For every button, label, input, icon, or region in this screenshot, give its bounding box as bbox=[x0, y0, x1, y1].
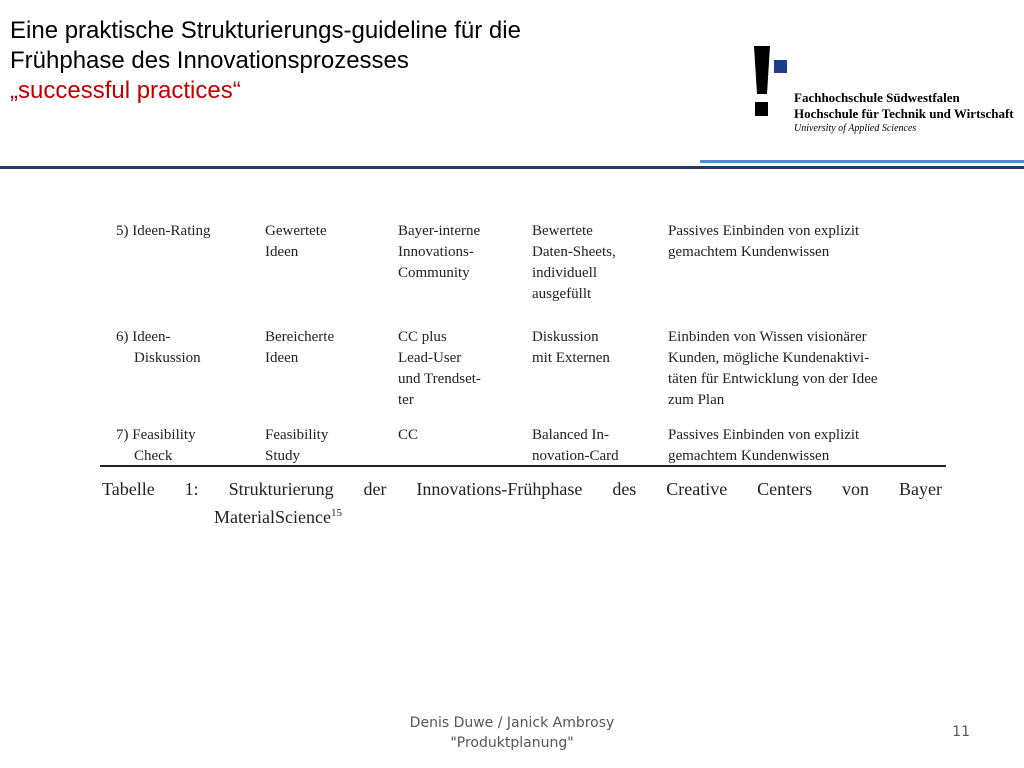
exclamation-logo-icon bbox=[748, 44, 796, 124]
cell-line: Diskussion bbox=[134, 350, 201, 366]
cell-line: novation-Card bbox=[532, 448, 619, 464]
caption-word: Strukturierung bbox=[228, 479, 334, 499]
cell-line: Study bbox=[265, 448, 301, 464]
caption-word: Tabelle bbox=[102, 479, 155, 499]
cell-line: und Trendset- bbox=[398, 371, 481, 387]
slide-subtitle: „successful practices“ bbox=[10, 77, 241, 104]
table-cell bbox=[668, 221, 950, 263]
table-cell bbox=[532, 221, 664, 305]
cell-line: Lead-User bbox=[398, 350, 462, 366]
logo-line-3: University of Applied Sciences bbox=[794, 123, 917, 134]
cell-line: ter bbox=[398, 392, 414, 408]
cell-line: individuell bbox=[532, 265, 597, 281]
cell-line: CC plus bbox=[398, 329, 447, 345]
cell-line: Daten-Sheets, bbox=[532, 244, 616, 260]
table-cell bbox=[668, 327, 950, 411]
university-logo bbox=[748, 44, 1024, 140]
cell-line: 7) Feasibility bbox=[116, 427, 196, 443]
logo-line-1: Fachhochschule Südwestfalen bbox=[794, 90, 960, 105]
cell-line: Bayer-interne bbox=[398, 223, 481, 239]
cell-line: Community bbox=[398, 265, 470, 281]
caption-line-2 bbox=[102, 501, 942, 529]
caption-word: der bbox=[363, 479, 387, 499]
cell-line: Passives Einbinden von explizit bbox=[668, 223, 860, 239]
table-cell bbox=[532, 327, 664, 369]
table-cell bbox=[532, 425, 664, 467]
table-caption bbox=[102, 477, 942, 529]
table-cell bbox=[116, 221, 261, 242]
cell-line: Innovations- bbox=[398, 244, 474, 260]
footer-author-line-2: "Produktplanung" bbox=[450, 735, 574, 751]
scanned-table bbox=[100, 215, 946, 535]
caption-word: Bayer bbox=[898, 479, 942, 499]
cell-line: täten für Entwicklung von der Idee bbox=[668, 371, 878, 387]
logo-line-2: Hochschule für Technik und Wirtschaft bbox=[794, 106, 1014, 121]
cell-line: Gewertete bbox=[265, 223, 327, 239]
caption-word: Centers bbox=[757, 479, 813, 499]
table-cell bbox=[265, 221, 395, 263]
cell-line: gemachtem Kundenwissen bbox=[668, 244, 830, 260]
cell-line: CC bbox=[398, 427, 419, 443]
slide-title bbox=[10, 16, 521, 106]
footer-author-line-1: Denis Duwe / Janick Ambrosy bbox=[409, 715, 615, 731]
table-cell bbox=[398, 327, 528, 411]
cell-line: gemachtem Kundenwissen bbox=[668, 448, 830, 464]
table-cell bbox=[265, 425, 395, 467]
cell-line: Balanced In- bbox=[532, 427, 610, 443]
caption-line-1 bbox=[102, 477, 942, 501]
table-cell bbox=[398, 221, 528, 284]
caption-word: von bbox=[842, 479, 870, 499]
caption-word: Creative bbox=[666, 479, 728, 499]
table-cell bbox=[265, 327, 395, 369]
cell-line: Feasibility bbox=[265, 427, 329, 443]
caption-word: 1: bbox=[184, 479, 199, 499]
title-line-1: Eine praktische Strukturierungs-guideline für die bbox=[10, 17, 521, 44]
footer-author bbox=[380, 713, 644, 753]
cell-line: Bewertete bbox=[532, 223, 593, 239]
cell-line: 5) Ideen-Rating bbox=[116, 223, 211, 239]
table-cell bbox=[116, 327, 261, 369]
caption-word: Innovations-Frühphase bbox=[416, 479, 583, 499]
cell-line: Passives Einbinden von explizit bbox=[668, 427, 860, 443]
table-cell bbox=[116, 425, 261, 467]
title-line-2: Frühphase des Innovationsprozesses bbox=[10, 47, 409, 74]
cell-line: ausgefüllt bbox=[532, 286, 592, 302]
cell-line: Kunden, mögliche Kundenaktivi- bbox=[668, 350, 870, 366]
table-cell bbox=[398, 425, 528, 446]
cell-line: Diskussion bbox=[532, 329, 599, 345]
page-number: 11 bbox=[952, 724, 970, 740]
header-divider bbox=[0, 166, 1024, 169]
table-bottom-rule bbox=[100, 465, 946, 467]
caption-word: des bbox=[612, 479, 637, 499]
logo-text bbox=[794, 90, 1014, 136]
cell-line: Ideen bbox=[265, 244, 299, 260]
footnote-marker: 15 bbox=[330, 507, 342, 519]
caption-word: MaterialScience bbox=[214, 507, 331, 527]
cell-line: mit Externen bbox=[532, 350, 610, 366]
cell-line: Bereicherte bbox=[265, 329, 335, 345]
cell-line: Check bbox=[134, 448, 173, 464]
cell-line: Ideen bbox=[265, 350, 299, 366]
cell-line: zum Plan bbox=[668, 392, 725, 408]
cell-line: 6) Ideen- bbox=[116, 329, 171, 345]
table-cell bbox=[668, 425, 950, 467]
cell-line: Einbinden von Wissen visionärer bbox=[668, 329, 867, 345]
header-divider-accent bbox=[700, 160, 1024, 163]
